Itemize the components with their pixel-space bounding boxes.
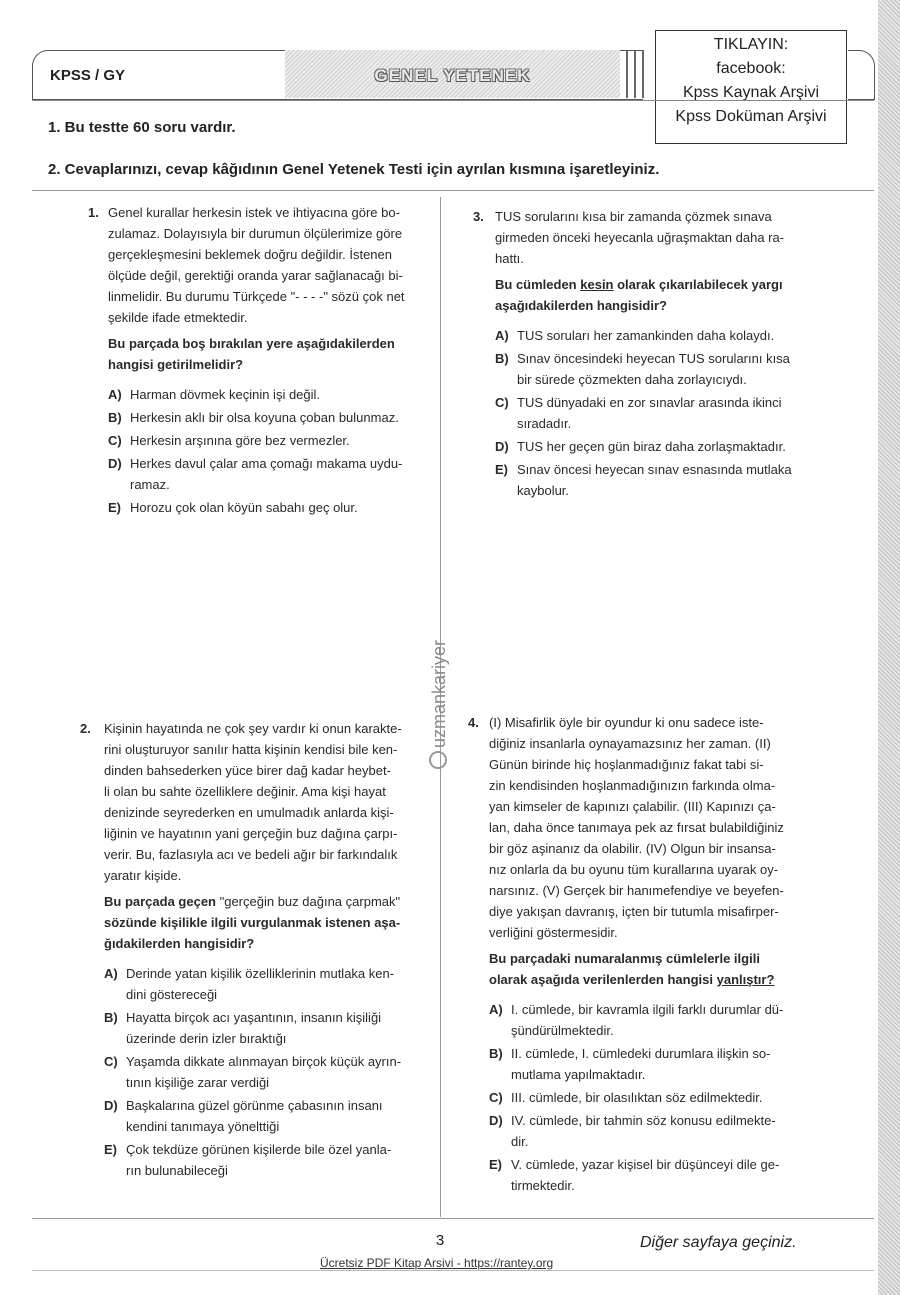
option-a[interactable]: A) Derinde yatan kişilik özelliklerinin mutlaka ken- dini göstereceği [104,966,395,1002]
page-edge-pattern [878,0,900,1295]
section-title: GENEL YETENEK [374,66,531,85]
option-d[interactable]: D) Başkalarına güzel görünme çabasının insanı kendini tanımaya yönelttiği [104,1098,383,1134]
option-b[interactable]: B) II. cümlede, I. cümledeki durumlara ilişkin so- mutlama yapılmaktadır. [489,1046,771,1082]
question-text: Genel kurallar herkesin istek ve ihtiyacına göre bo- [108,205,400,220]
question-text: zin kendisinden hoşlanmadığınızın farkında olma- [489,778,776,793]
question-text: gerçekleşmesini beklemek doğru değildir. İstenen [108,247,392,262]
option-d[interactable]: D) IV. cümlede, bir tahmin söz konusu edilmekte- dir. [489,1113,776,1149]
question-number: 1. [88,205,99,220]
question-text: diye yakışan davranış, içten bir tutumla misafirper- [489,904,779,919]
question-text: verir. Bu, fazlasıyla acı ve bedeli ağır bir farkındalık [104,847,398,862]
question-prompt: Bu parçadaki numaralanmış cümlelerle ilgili olarak aşağıda verilenlerden hangisi yanlıştır? [489,951,775,987]
question-text: narsınız. (V) Gerçek bir hanımefendiye ve beyefen- [489,883,784,898]
footer-rule [32,1218,874,1219]
bottom-rule [32,1270,874,1271]
question-text: yan kimseler de kapınızı çalabilir. (III) Kapınızı ça- [489,799,776,814]
question-number: 4. [468,715,479,730]
source-link[interactable]: Ücretsiz PDF Kitap Arsivi - https://rantey.org [320,1256,554,1270]
exam-code: KPSS / GY [50,67,126,84]
header-rule [32,100,874,101]
option-e[interactable]: E) Sınav öncesi heyecan sınav esnasında mutlaka kaybolur. [495,462,792,498]
question-text: li olan bu sahte özelliklere değinir. Ama kişi hayat [104,784,386,799]
facebook-ad-box[interactable] [655,30,847,144]
ad-line[interactable]: Kpss Doküman Arşivi [675,108,827,125]
question-2 [80,718,428,1183]
option-e[interactable]: E) Çok tekdüze görünen kişilerde bile özel yanla- rın bulunabileceği [104,1142,392,1178]
question-text: yaratır kişide. [104,868,182,883]
header-frame-right [848,50,875,100]
option-c[interactable]: C) III. cümlede, bir olasılıktan söz edilmektedir. [489,1090,763,1105]
answer-options [104,963,428,1181]
ad-line[interactable]: Kpss Kaynak Arşivi [682,84,820,101]
question-text: girmeden önceki heyecanla uğraşmaktan daha ra- [495,230,785,245]
option-d[interactable]: D) Herkes davul çalar ama çomağı makama uydu- ramaz. [108,456,403,492]
question-text: dinden bahsederken yüce birer dağ kadar heybet- [104,763,391,778]
option-d[interactable]: D) TUS her geçen gün biraz daha zorlaşmaktadır. [495,439,786,454]
option-e[interactable]: E) V. cümlede, yazar kişisel bir düşünceyi dile ge- tirmektedir. [489,1157,780,1193]
answer-options [489,999,823,1196]
question-text: verliğini göstermesidir. [489,925,618,940]
question-text: Kişinin hayatında ne çok şey vardır ki onun karakte- [104,721,402,736]
question-1 [88,202,428,520]
question-prompt: Bu parçada boş bırakılan yere aşağıdakilerden hangisi getirilmelidir? [108,336,395,372]
header-bars [622,50,654,98]
ad-line: TIKLAYIN: [713,36,789,53]
option-a[interactable]: A) TUS soruları her zamankinden daha kolaydı. [495,328,775,343]
instruction-2: 2. Cevaplarınızı, cevap kâğıdının Genel Yetenek Testi için ayrılan kısmına işaretleyiniz. [48,161,660,178]
question-text: TUS sorularını kısa bir zamanda çözmek sınava [495,209,772,224]
question-text: ölçüde değil, gerektiği oranda yarar sağlanacağı bi- [108,268,403,283]
question-text: lan, daha önce tanımaya pek az fırsat bulabildiğiniz [489,820,784,835]
question-4 [468,712,823,1198]
next-page-note: Diğer sayfaya geçiniz. [640,1234,797,1251]
option-a[interactable]: A) I. cümlede, bir kavramla ilgili farklı durumlar dü- şündürülmektedir. [489,1002,784,1038]
question-prompt: Bu cümleden kesin olarak çıkarılabilecek yargı aşağıdakilerden hangisidir? [495,277,783,313]
question-text: linmelidir. Bu durumu Türkçede "- - - -" sözü çok net [108,289,405,304]
question-text: (I) Misafirlik öyle bir oyundur ki onu sadece iste- [489,715,764,730]
question-text: liğinin ve hayatının yani gerçeğin buz dağına çarpı- [104,826,398,841]
page-number: 3 [435,1232,445,1249]
instruction-rule [32,190,874,191]
option-b[interactable]: B) Hayatta birçok acı yaşantının, insanın kişiliği üzerinde derin izler bıraktığı [104,1010,382,1046]
question-text: bir göz aşinanız da olabilir. (IV) Olgun bir insansa- [489,841,776,856]
question-number: 2. [80,721,91,736]
ad-line: facebook: [716,60,786,77]
question-text: diğiniz insanlarla oynayamazsınız her zaman. (II) [489,736,771,751]
option-c[interactable]: C) Herkesin arşınına göre bez vermezler. [108,433,350,448]
option-b[interactable]: B) Herkesin aklı bir olsa koyuna çoban bulunmaz. [108,410,399,425]
question-3 [473,206,823,503]
question-text: şekilde ifade etmektedir. [108,310,248,325]
option-c[interactable]: C) Yaşamda dikkate alınmayan birçok küçük ayrın- tının kişiliğe zarar verdiği [104,1054,402,1090]
answer-options [495,325,823,501]
watermark-logo-icon [430,752,446,768]
option-e[interactable]: E) Horozu çok olan köyün sabahı geç olur. [108,500,358,515]
question-text: Günün birinde hiç hoşlanmadığınız fakat tabi si- [489,757,764,772]
question-number: 3. [473,209,484,224]
watermark-text: uzmankariyer [429,639,449,748]
question-prompt: Bu parçada geçen "gerçeğin buz dağına çarpmak" sözünde kişilikle ilgili vurgulanmak istenen aşa- ğıdakilerden hangisidir? [104,894,401,951]
instruction-1: 1. Bu testte 60 soru vardır. [48,119,236,136]
question-text: hattı. [495,251,524,266]
option-c[interactable]: C) TUS dünyadaki en zor sınavlar arasında ikinci sıradadır. [495,395,782,431]
question-text: rini oluşturuyor sanılır hatta kişinin kendisi bile ken- [104,742,398,757]
option-b[interactable]: B) Sınav öncesindeki heyecan TUS sorularını kısa bir sürede çözmekten daha zorlayıcıydı. [495,351,790,387]
question-text: denizinde seyrederken en umulmadık anlarda kişi- [104,805,394,820]
answer-options [108,384,428,518]
question-text: zulamaz. Dolayısıyla bir durumun ölçülerimize göre [108,226,403,241]
question-text: nız onlarla da bu oyunu tüm kurallarına uyarak oy- [489,862,779,877]
option-a[interactable]: A) Harman dövmek keçinin işi değil. [108,387,321,402]
